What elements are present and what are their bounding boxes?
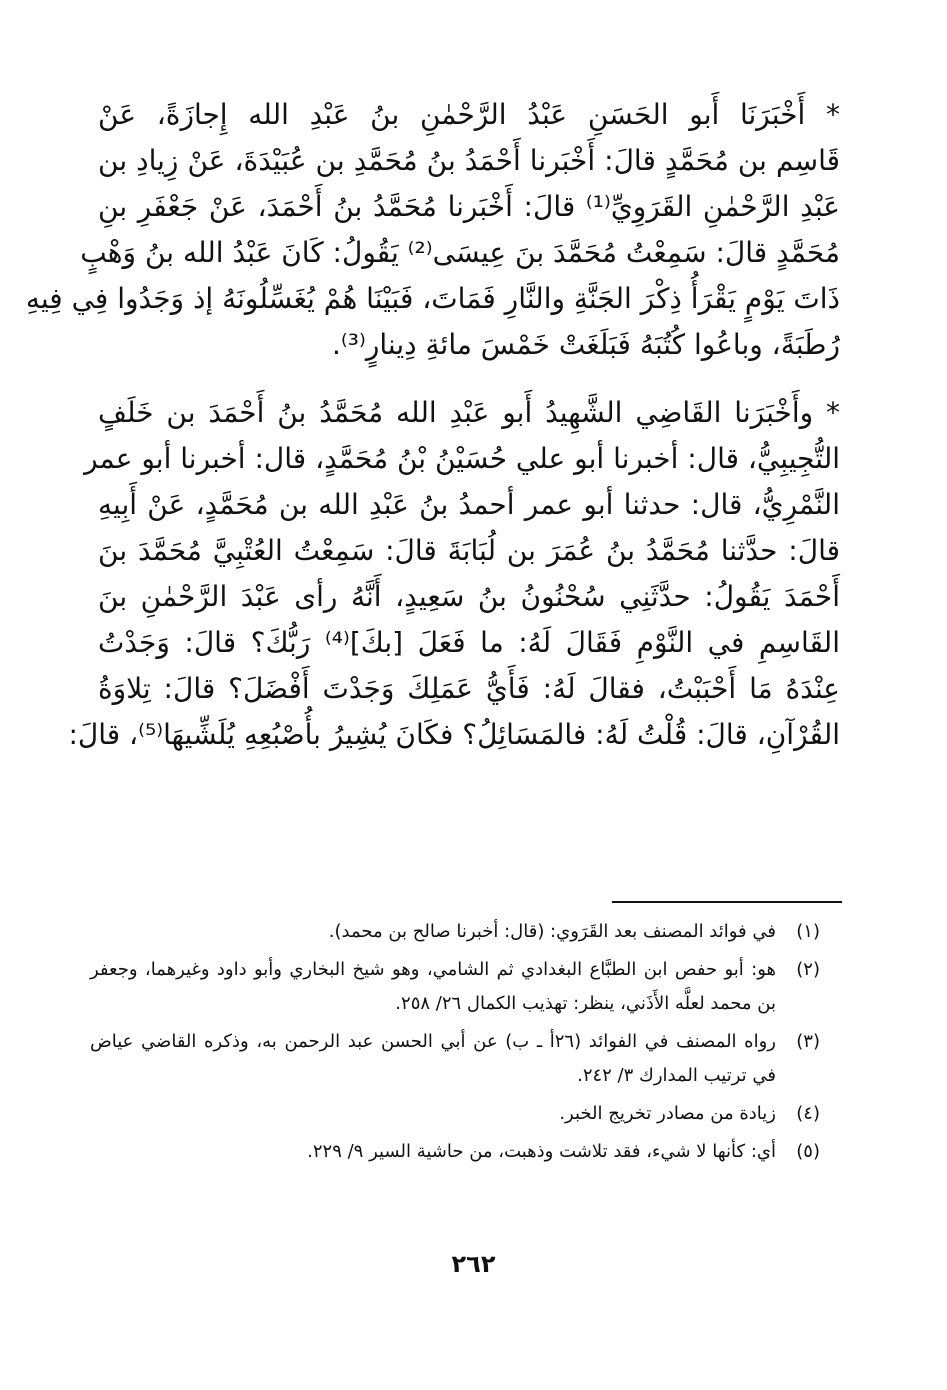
text-line: القُرْآنِ، قالَ: قُلْتُ لَهُ: فالمَسَائِلُ؟ فكَانَ يُشِيرُ بأُصْبُعِهِ يُلَشِّيهَا⁽⁵⁾، قالَ: bbox=[68, 718, 840, 751]
page-number: ٢٦٢ bbox=[451, 1250, 496, 1278]
text-line: قَاسِم بن مُحَمَّدٍ قالَ: أَخْبَرنا أَحْمَدُ بنُ مُحَمَّدِ بن عُبَيْدَةَ، عَنْ زِيادِ بن bbox=[98, 144, 840, 177]
text-line: ذَاتَ يَوْمٍ يَقْرَأُ ذِكْرَ الجَنَّةِ والنَّارِ فَمَاتَ، فَبَيْنَا هُمْ يُغَسِّلُونَهُ إذ وَجَدُوا فِي فِيهِ bbox=[25, 282, 840, 315]
footnote-1 bbox=[90, 915, 820, 949]
text-line: النَّمْرِيُّ، قال: حدثنا أبو عمر أحمدُ بنُ عَبْدِ الله بن مُحَمَّدٍ، عَنْ أَبِيهِ bbox=[98, 488, 840, 521]
footnote-text: رواه المصنف في الفوائد (٢٦أ ـ ب) عن أبي الحسن عبد الرحمن به، وذكره القاضي عياض في ترتيب المدارك ٣/ ٢٤٢. bbox=[90, 1031, 777, 1086]
text-line: رُطَبَةً، وباعُوا كُتُبَهُ فَبَلَغَتْ خَمْسَ مائةِ دِينارٍ⁽³⁾. bbox=[331, 328, 840, 361]
footnote-number: (٢) bbox=[796, 959, 820, 980]
text-line: القَاسِمِ في النَّوْمِ فَقَالَ لَهُ: ما فَعَلَ [بكَ]⁽⁴⁾ رَبُّكَ؟ قالَ: وَجَدْتُ bbox=[98, 626, 840, 659]
paragraph-1 bbox=[25, 92, 840, 368]
text-line: عِنْدَهُ مَا أَحْبَبْتُ، فقالَ لَهُ: فَأَيُّ عَمَلِكَ وَجَدْتَ أَفْضَلَ؟ قالَ: تِلاوَةُ bbox=[98, 672, 840, 705]
footnote-4 bbox=[90, 1097, 820, 1131]
footnote-5 bbox=[90, 1135, 820, 1169]
footnotes bbox=[90, 915, 820, 1173]
footnote-number: (٤) bbox=[796, 1103, 820, 1124]
footnote-number: (٥) bbox=[796, 1141, 820, 1162]
text-line: * أَخْبَرَنَا أَبو الحَسَنِ عَبْدُ الرَّحْمٰنِ بنُ عَبْدِ الله إِجازَةً، عَنْ bbox=[98, 98, 840, 131]
paragraph-2 bbox=[68, 390, 840, 758]
footnote-number: (١) bbox=[796, 921, 820, 942]
text-line: أَحْمَدَ يَقُولُ: حدَّثَنِي سُحْنُونُ بنُ سَعِيدٍ، أَنَّهُ رأى عَبْدَ الرَّحْمٰنِ بنَ bbox=[98, 580, 840, 613]
footnote-2 bbox=[90, 953, 820, 1021]
text-line: * وأَخْبَرَنا القَاضِي الشَّهِيدُ أَبو عَبْدِ الله مُحَمَّدُ بنُ أَحْمَدَ بن خَلَفٍ bbox=[98, 396, 840, 429]
footnote-3 bbox=[90, 1025, 820, 1093]
footnote-text: زيادة من مصادر تخريج الخبر. bbox=[559, 1103, 776, 1124]
footnote-separator bbox=[612, 901, 842, 903]
footnote-number: (٣) bbox=[796, 1031, 820, 1052]
footnote-text: في فوائد المصنف بعد القَرَوي: (قال: أخبرنا صالح بن محمد). bbox=[328, 921, 776, 942]
text-line: عَبْدِ الرَّحْمٰنِ القَرَوِيِّ⁽¹⁾ قالَ: أَخْبَرنا مُحَمَّدُ بنُ أَحْمَدَ، عَنْ جَعْفَرِ بنِ bbox=[98, 190, 840, 223]
footnote-text: هو: أبو حفص ابن الطبَّاع البغدادي ثم الشامي، وهو شيخ البخاري وأبو داود وغيرهما، وجعفر بن محمد لعلَّه الأَذَني، ينظر: تهذيب الكمال ٢٦/ ٢٥٨. bbox=[90, 959, 776, 1014]
main-text bbox=[25, 92, 840, 758]
text-line: قالَ: حدَّثنا مُحَمَّدُ بنُ عُمَرَ بن لُبَابَةَ قالَ: سَمِعْتُ العُتْبِيَّ مُحَمَّدَ بنَ bbox=[98, 534, 840, 567]
text-line: التُّجِيبِيُّ، قال: أخبرنا أبو علي حُسَيْنُ بْنُ مُحَمَّدٍ، قال: أخبرنا أبو عمر bbox=[84, 442, 840, 475]
text-line: مُحَمَّدٍ قالَ: سَمِعْتُ مُحَمَّدَ بنَ عِيسَى⁽²⁾ يَقُولُ: كَانَ عَبْدُ الله بنُ وَهْبٍ bbox=[80, 236, 840, 269]
footnote-text: أي: كأنها لا شيء، فقد تلاشت وذهبت، من حاشية السير ٩/ ٢٢٩. bbox=[307, 1141, 776, 1162]
